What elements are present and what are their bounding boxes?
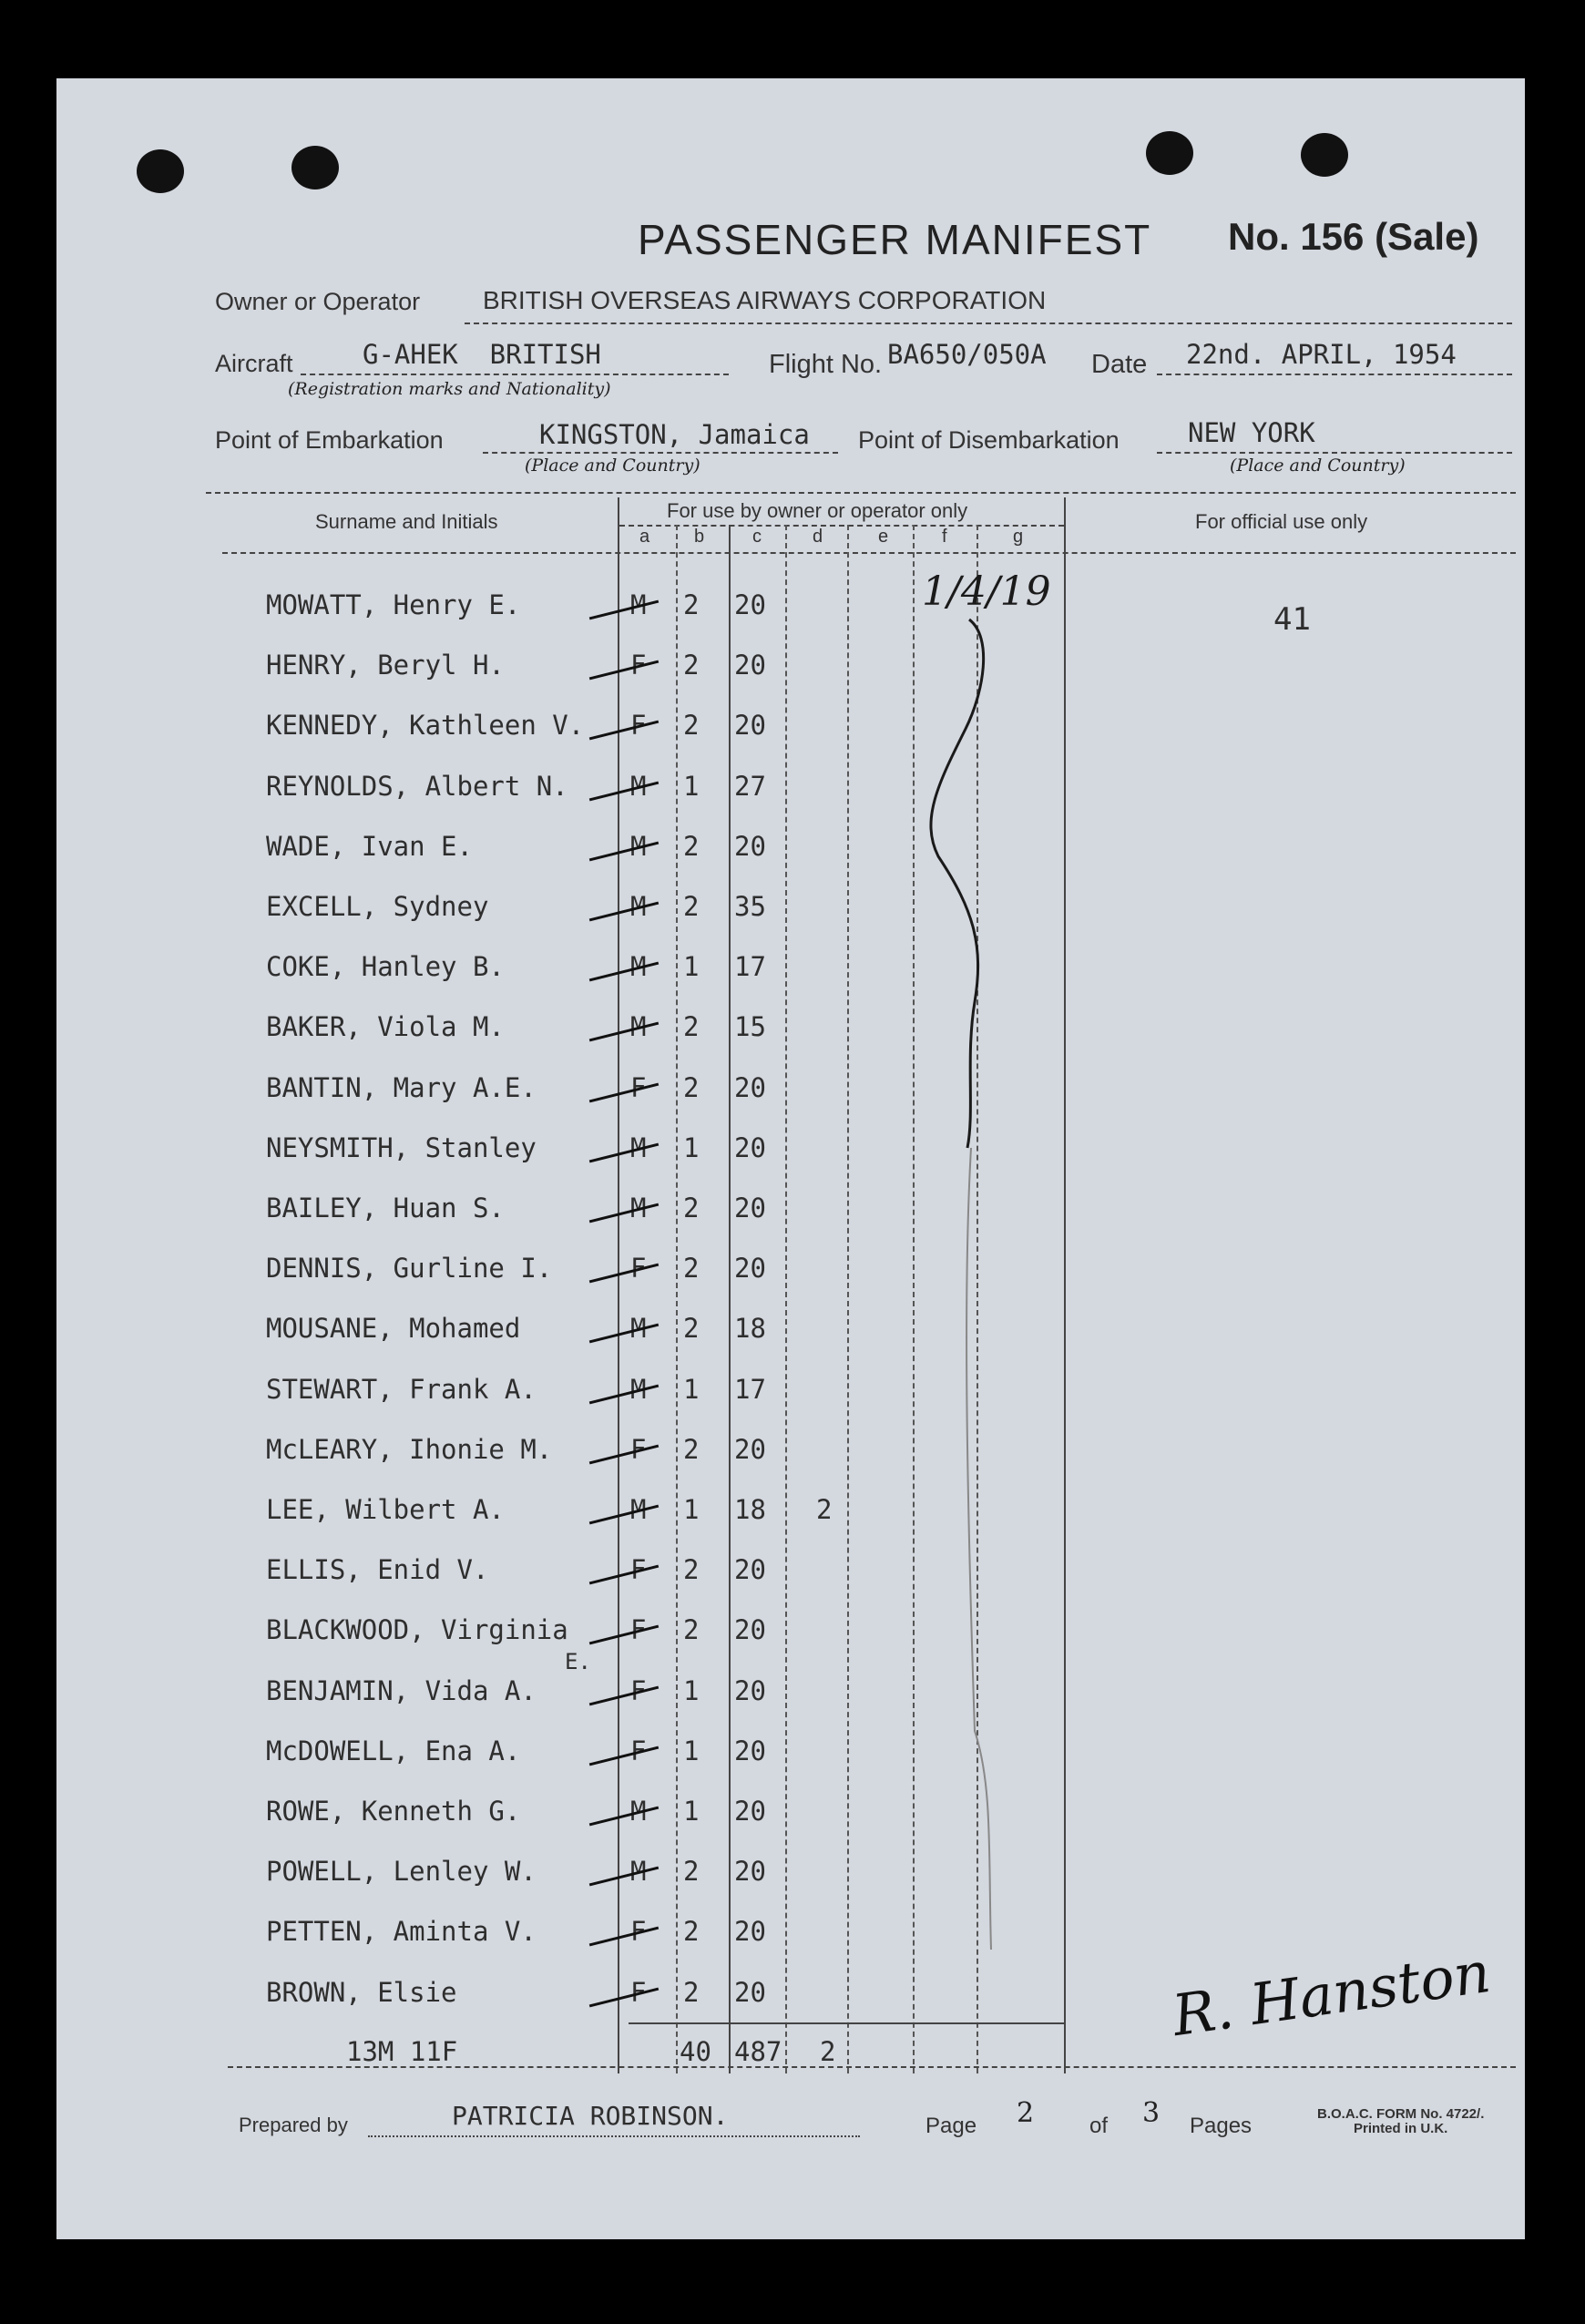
official-note: 41 <box>1273 601 1311 638</box>
passenger-name: POWELL, Lenley W. <box>266 1856 537 1888</box>
passenger-sex: F <box>630 1433 647 1465</box>
passenger-class: 2 <box>683 1193 700 1223</box>
passenger-sex: M <box>630 1011 647 1043</box>
date-value: 22nd. APRIL, 1954 <box>1186 339 1457 370</box>
totals-label: 13M 11F <box>346 2036 458 2067</box>
passenger-sex: M <box>630 770 647 802</box>
passenger-name: REYNOLDS, Albert N. <box>266 770 568 802</box>
passenger-name: BANTIN, Mary A.E. <box>266 1071 537 1103</box>
passenger-name: MOWATT, Henry E. <box>266 589 521 620</box>
passenger-name: BAKER, Viola M. <box>266 1011 505 1043</box>
passenger-class: 1 <box>683 1373 700 1405</box>
passenger-class: 1 <box>683 1796 700 1827</box>
passenger-name: KENNEDY, Kathleen V. <box>266 710 585 742</box>
passenger-name: BAILEY, Huan S. <box>266 1193 505 1223</box>
passenger-name: PETTEN, Aminta V. <box>266 1916 537 1948</box>
aircraft-value: G-AHEK BRITISH <box>363 339 601 370</box>
passenger-sex: M <box>630 891 647 922</box>
passenger-sex: F <box>630 1554 647 1586</box>
passenger-sex: F <box>630 1916 647 1948</box>
passenger-name: LEE, Wilbert A. <box>266 1494 505 1525</box>
page-value: 2 <box>1017 2097 1035 2129</box>
handwritten-bracket-line <box>931 619 984 1148</box>
col-b-header: b <box>694 527 705 547</box>
official-use-header: For official use only <box>1195 510 1368 533</box>
passenger-weight: 20 <box>734 1856 766 1888</box>
passenger-weight: 17 <box>734 951 766 983</box>
owner-value: BRITISH OVERSEAS AIRWAYS CORPORATION <box>483 286 1047 314</box>
passenger-weight: 20 <box>734 830 766 862</box>
passenger-weight: 15 <box>734 1011 766 1043</box>
passenger-class: 2 <box>683 891 700 922</box>
passenger-sex: F <box>630 1071 647 1103</box>
passenger-sex: F <box>630 1614 647 1646</box>
passenger-weight: 18 <box>734 1494 766 1525</box>
passenger-class: 2 <box>683 1856 700 1888</box>
form-printed: Printed in U.K. <box>1354 2121 1448 2136</box>
passenger-class: 2 <box>683 1976 700 2008</box>
passenger-weight: 20 <box>734 589 766 620</box>
prepared-by-underline <box>368 2135 860 2137</box>
passenger-sex: M <box>630 951 647 983</box>
passenger-sex: F <box>630 710 647 742</box>
passenger-sex: M <box>630 589 647 620</box>
signature: R. Hanston <box>1168 1938 1495 2050</box>
passenger-class: 2 <box>683 1433 700 1465</box>
passenger-sex: M <box>630 1856 647 1888</box>
passenger-weight: 20 <box>734 1916 766 1948</box>
totals-b: 40 <box>680 2036 711 2067</box>
passenger-sex: M <box>630 1131 647 1163</box>
flight-value: BA650/050A <box>887 339 1047 370</box>
owner-label: Owner or Operator <box>215 288 421 315</box>
form-number: B.O.A.C. FORM No. 4722/. <box>1317 2106 1485 2122</box>
surname-header: Surname and Initials <box>315 510 498 533</box>
passenger-name: EXCELL, Sydney <box>266 891 489 922</box>
of-value: 3 <box>1142 2097 1161 2129</box>
passenger-weight: 17 <box>734 1373 766 1405</box>
passenger-sex: F <box>630 1735 647 1766</box>
passenger-sex: F <box>630 1253 647 1285</box>
passenger-class: 1 <box>683 1735 700 1766</box>
passenger-class: 1 <box>683 770 700 802</box>
handwritten-note: 1/4/19 <box>922 568 1051 615</box>
passenger-weight: 18 <box>734 1313 766 1345</box>
passenger-name: McLEARY, Ihonie M. <box>266 1433 553 1465</box>
passenger-name: BLACKWOOD, Virginia <box>266 1614 568 1646</box>
passenger-class: 2 <box>683 1916 700 1948</box>
passenger-sex: M <box>630 1796 647 1827</box>
passenger-sex: M <box>630 830 647 862</box>
passenger-name: NEYSMITH, Stanley <box>266 1131 537 1163</box>
name-continuation: E. <box>565 1649 591 1674</box>
passenger-name: COKE, Hanley B. <box>266 951 505 983</box>
passenger-class: 2 <box>683 710 700 742</box>
passenger-weight: 20 <box>734 1735 766 1766</box>
passenger-name: DENNIS, Gurline I. <box>266 1253 553 1285</box>
passenger-weight: 20 <box>734 1674 766 1706</box>
passenger-sex: M <box>630 1313 647 1345</box>
passenger-class: 2 <box>683 1253 700 1285</box>
of-label: of <box>1089 2114 1109 2138</box>
passenger-sex: F <box>630 1976 647 2008</box>
passenger-sex: M <box>630 1373 647 1405</box>
disembarkation-caption: (Place and Country) <box>1230 456 1406 476</box>
col-g-header: g <box>1013 527 1024 547</box>
flight-label: Flight No. <box>769 350 883 379</box>
passenger-class: 2 <box>683 1614 700 1646</box>
owner-use-header: For use by owner or operator only <box>667 499 968 522</box>
passenger-name: BENJAMIN, Vida A. <box>266 1674 537 1706</box>
passenger-class: 1 <box>683 1674 700 1706</box>
passenger-name: McDOWELL, Ena A. <box>266 1735 521 1766</box>
passenger-sex: M <box>630 1193 647 1223</box>
passenger-weight: 20 <box>734 1976 766 2008</box>
passenger-class: 2 <box>683 1071 700 1103</box>
disembarkation-label: Point of Disembarkation <box>858 426 1120 454</box>
passenger-sex: F <box>630 650 647 681</box>
passenger-class: 2 <box>683 1554 700 1586</box>
passenger-class: 1 <box>683 951 700 983</box>
pencil-line <box>966 1148 991 1950</box>
manifest-number: No. 156 (Sale) <box>1228 215 1479 258</box>
passenger-weight: 20 <box>734 1253 766 1285</box>
pages-label: Pages <box>1190 2114 1253 2138</box>
passenger-weight: 20 <box>734 710 766 742</box>
passenger-name: MOUSANE, Mohamed <box>266 1313 521 1345</box>
embarkation-value: KINGSTON, Jamaica <box>539 419 810 450</box>
passenger-sex: M <box>630 1494 647 1525</box>
prepared-by-label: Prepared by <box>239 2114 348 2136</box>
document-title: PASSENGER MANIFEST <box>638 216 1152 263</box>
totals-d: 2 <box>820 2036 836 2067</box>
passenger-name: STEWART, Frank A. <box>266 1373 537 1405</box>
col-d-header: d <box>813 527 823 547</box>
passenger-name: WADE, Ivan E. <box>266 830 473 862</box>
passenger-weight: 27 <box>734 770 766 802</box>
page-label: Page <box>925 2114 977 2138</box>
passenger-weight: 20 <box>734 1131 766 1163</box>
passenger-class: 1 <box>683 1494 700 1525</box>
passenger-weight: 20 <box>734 1796 766 1827</box>
passenger-weight: 20 <box>734 1554 766 1586</box>
aircraft-label: Aircraft <box>215 350 293 377</box>
embarkation-caption: (Place and Country) <box>525 456 700 476</box>
date-label: Date <box>1091 350 1148 379</box>
passenger-class: 1 <box>683 1131 700 1163</box>
totals-c: 487 <box>734 2036 782 2067</box>
passenger-weight: 20 <box>734 1193 766 1223</box>
passenger-sex: F <box>630 1674 647 1706</box>
passenger-weight: 20 <box>734 1071 766 1103</box>
col-a-header: a <box>639 527 650 547</box>
passenger-baggage: 2 <box>816 1494 833 1525</box>
embarkation-label: Point of Embarkation <box>215 426 444 454</box>
passenger-weight: 20 <box>734 1614 766 1646</box>
passenger-weight: 35 <box>734 891 766 922</box>
passenger-class: 2 <box>683 589 700 620</box>
passenger-name: BROWN, Elsie <box>266 1976 457 2008</box>
aircraft-caption: (Registration marks and Nationality) <box>288 379 611 399</box>
col-c-header: c <box>752 527 762 547</box>
col-e-header: e <box>878 527 889 547</box>
passenger-name: ELLIS, Enid V. <box>266 1554 489 1586</box>
disembarkation-value: NEW YORK <box>1188 417 1315 448</box>
passenger-class: 2 <box>683 830 700 862</box>
passenger-name: ROWE, Kenneth G. <box>266 1796 521 1827</box>
col-f-header: f <box>942 527 947 547</box>
passenger-class: 2 <box>683 1011 700 1043</box>
passenger-class: 2 <box>683 1313 700 1345</box>
prepared-by-value: PATRICIA ROBINSON. <box>452 2101 729 2131</box>
passenger-name: HENRY, Beryl H. <box>266 650 505 681</box>
passenger-weight: 20 <box>734 650 766 681</box>
passenger-weight: 20 <box>734 1433 766 1465</box>
passenger-class: 2 <box>683 650 700 681</box>
